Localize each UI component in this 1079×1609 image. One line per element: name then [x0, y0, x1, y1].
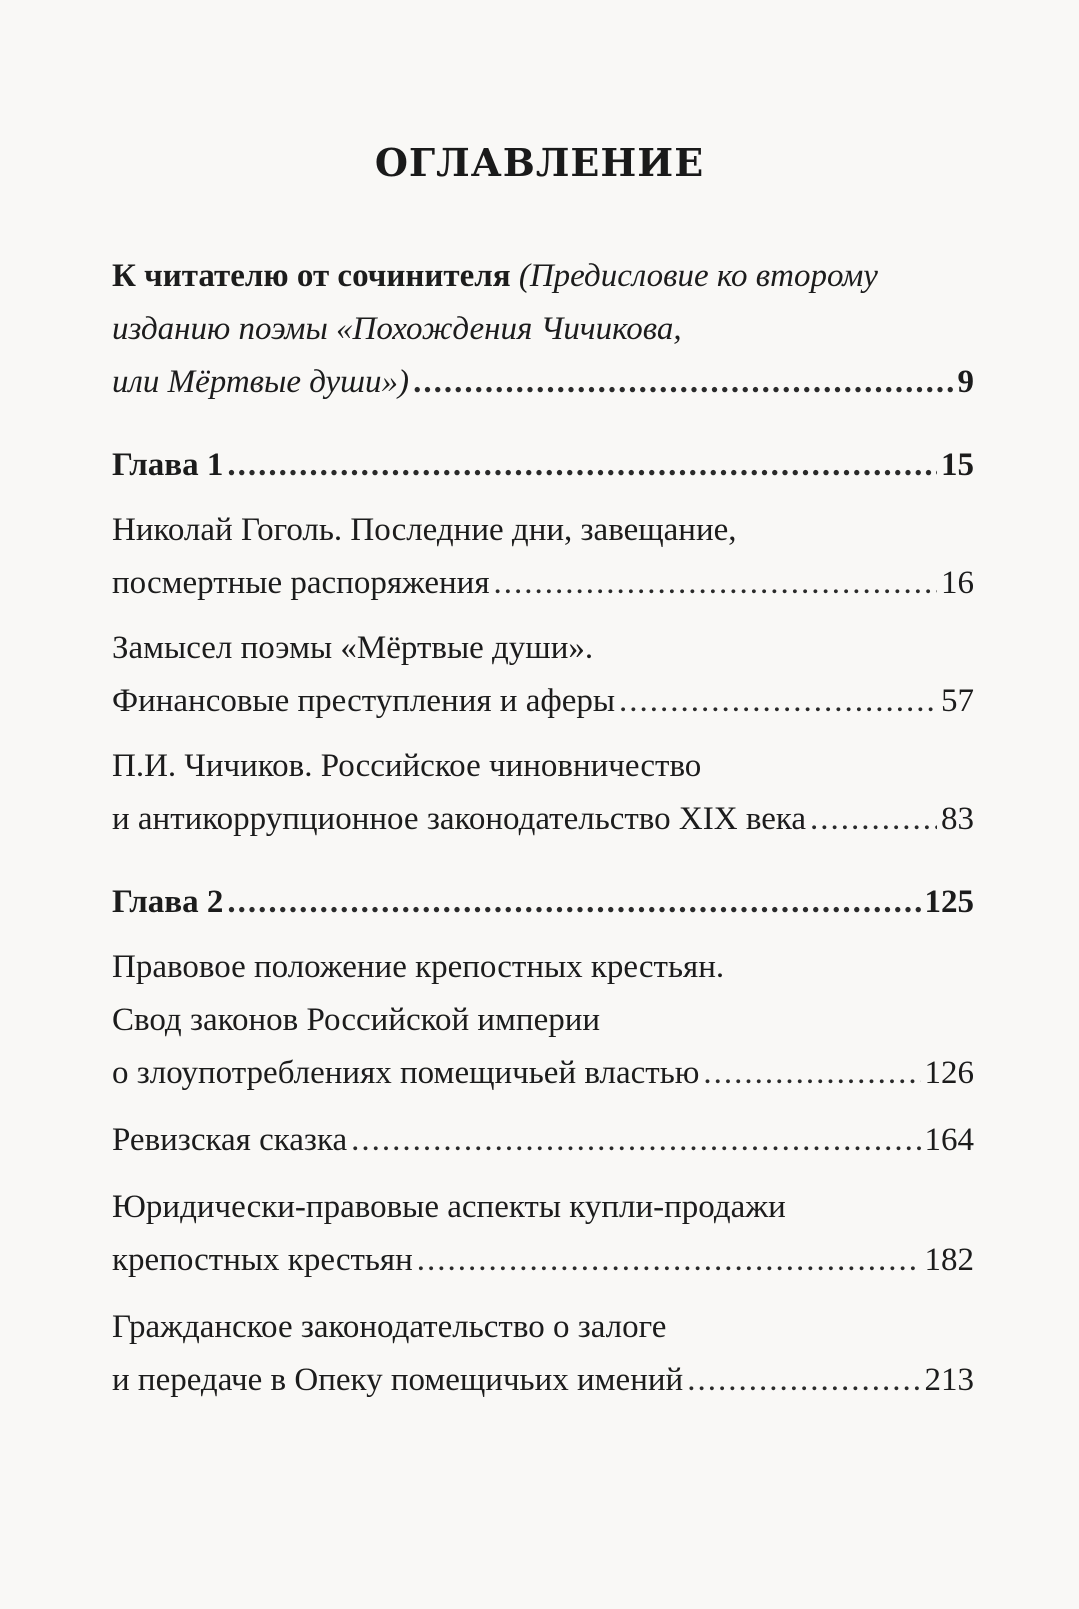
page-number: 126 — [924, 1055, 974, 1091]
toc-entry-line: Юридически-правовые аспекты купли-продажи — [112, 1189, 786, 1225]
dot-leader — [227, 876, 920, 929]
dot-leader — [494, 557, 937, 610]
preface-subtitle-1: (Предисловие ко второму — [518, 258, 878, 294]
toc-entry-line: о злоупотреблениях помещичьей властью — [112, 1055, 700, 1091]
toc-entry-line: посмертные распоряжения — [112, 565, 490, 601]
dot-leader — [417, 1234, 921, 1287]
toc-chapter-1-leader — [112, 439, 974, 492]
preface-title: К читателю от сочинителя — [112, 258, 511, 294]
toc-entry-leader — [112, 1114, 974, 1167]
toc-chapter-2-leader — [112, 876, 974, 929]
preface-subtitle-3: или Мёртвые души») — [112, 364, 410, 400]
toc-entry-preface-leader — [112, 356, 974, 409]
toc-entry-line: П.И. Чичиков. Российское чиновничество — [112, 748, 702, 784]
toc-chapter-2 — [112, 876, 974, 929]
toc-entry-preface-line-1 — [112, 250, 974, 303]
toc-entry-line: Ревизская сказка — [112, 1122, 348, 1158]
toc-entry-line: Свод законов Российской империи — [112, 1002, 601, 1038]
page-number: 125 — [924, 884, 974, 920]
toc-entry-line: и передаче в Опеку помещичьих имений — [112, 1362, 684, 1398]
dot-leader — [687, 1354, 920, 1407]
toc-entry — [112, 941, 974, 1100]
toc-entry — [112, 504, 974, 610]
toc-entry — [112, 1301, 974, 1407]
dot-leader — [703, 1047, 920, 1100]
chapter-label: Глава 1 — [112, 447, 224, 483]
toc-entry — [112, 1181, 974, 1287]
page-number: 57 — [941, 683, 974, 719]
toc-entry-leader — [112, 793, 974, 846]
dot-leader — [619, 675, 937, 728]
dot-leader — [227, 439, 937, 492]
chapter-label: Глава 2 — [112, 884, 224, 920]
toc-entry-leader — [112, 675, 974, 728]
toc-entry-line: и антикоррупционное законодательство XIX века — [112, 801, 807, 837]
page-number: 16 — [941, 565, 974, 601]
page-number: 213 — [924, 1362, 974, 1398]
toc-entry-leader — [112, 557, 974, 610]
toc-entry-line: Гражданское законодательство о залоге — [112, 1309, 667, 1345]
toc-entry-leader — [112, 1047, 974, 1100]
toc-entry-line: Николай Гоголь. Последние дни, завещание, — [112, 512, 737, 548]
preface-subtitle-2: изданию поэмы «Похождения Чичикова, — [112, 311, 682, 347]
page-number: 164 — [924, 1122, 974, 1158]
toc-entry-leader — [112, 1354, 974, 1407]
page-number: 182 — [924, 1242, 974, 1278]
page-number: 83 — [941, 801, 974, 837]
toc-entry-leader — [112, 1234, 974, 1287]
dot-leader — [810, 793, 937, 846]
table-of-contents — [112, 250, 974, 1407]
page-number: 9 — [957, 364, 974, 400]
toc-entry — [112, 740, 974, 846]
toc-entry-line: Финансовые преступления и аферы — [112, 683, 616, 719]
page-number: 15 — [941, 447, 974, 483]
dot-leader — [351, 1114, 920, 1167]
toc-chapter-1 — [112, 439, 974, 492]
toc-entry-line: Правовое положение крепостных крестьян. — [112, 949, 725, 985]
dot-leader — [413, 356, 953, 409]
toc-entry — [112, 622, 974, 728]
toc-entry-line: крепостных крестьян — [112, 1242, 413, 1278]
toc-entry — [112, 1114, 974, 1167]
toc-entry-preface — [112, 250, 974, 409]
toc-entry-line: Замысел поэмы «Мёртвые души». — [112, 630, 594, 666]
page-title: ОГЛАВЛЕНИЕ — [374, 140, 705, 185]
